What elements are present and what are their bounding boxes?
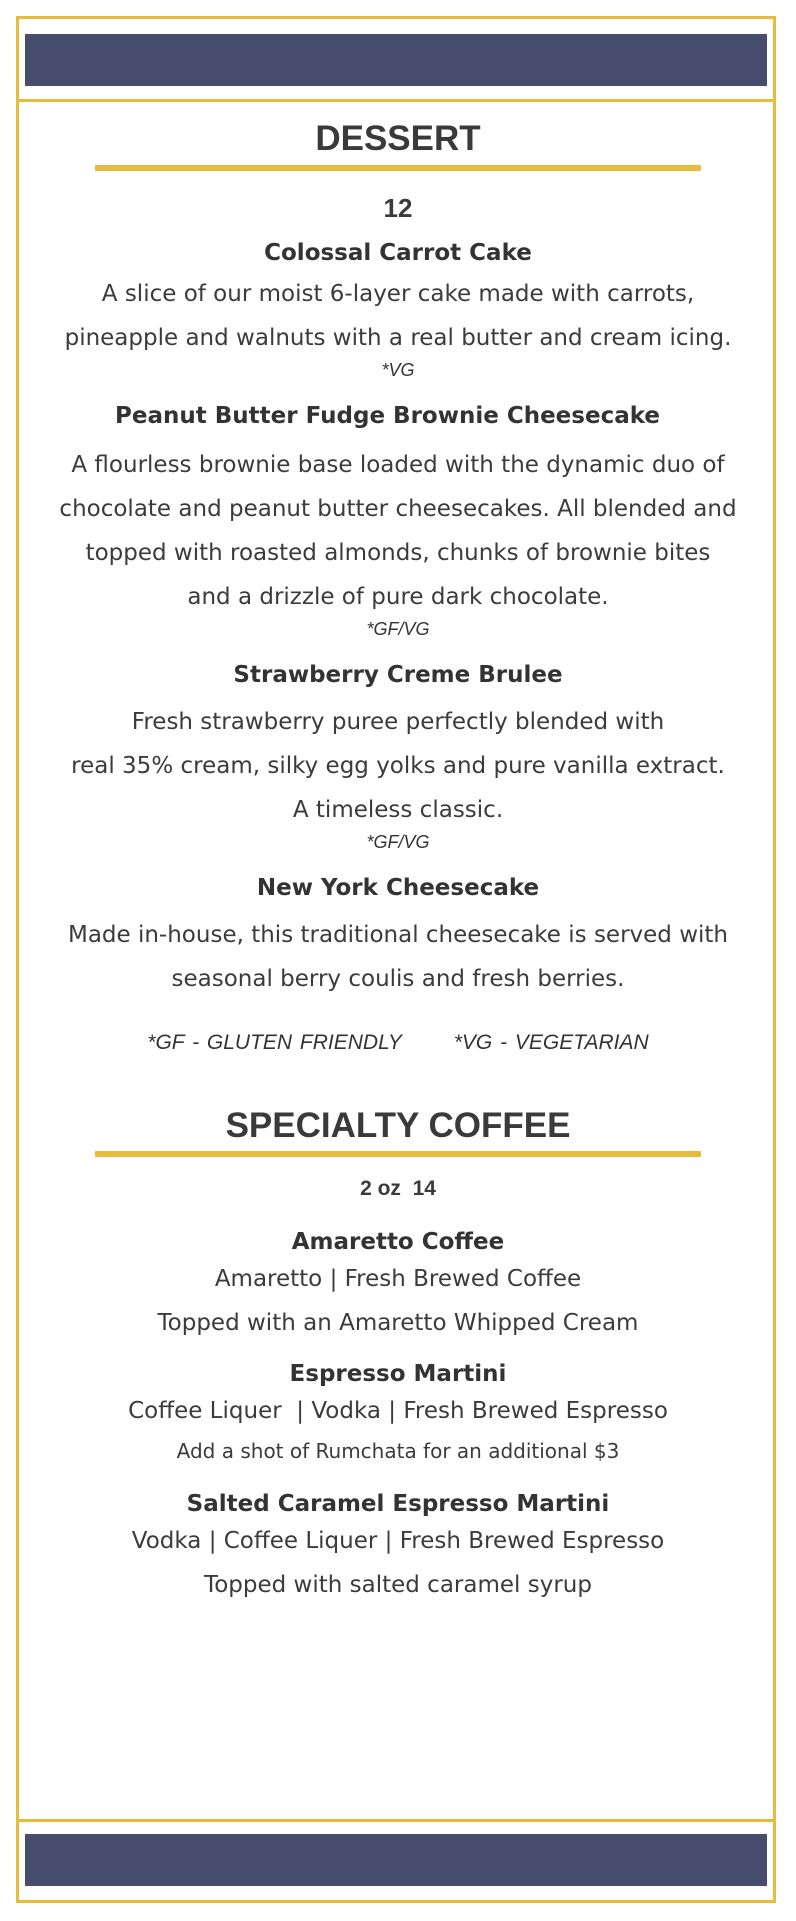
item-dietary-tag: *GF/VG [366,831,430,852]
item-desc-line: topped with roasted almonds, chunks of brownie bites [85,539,711,566]
item-dietary-tag: *GF/VG [366,618,430,639]
dietary-legend [40,1031,756,1055]
dessert-price: 12 [383,192,413,223]
item-name: Peanut Butter Fudge Brownie Cheesecake [115,402,661,429]
dessert-title-underline [95,165,701,171]
header-band [25,34,767,86]
menu-item-espresso-martini [40,1361,756,1469]
item-name: Strawberry Creme Brulee [233,661,563,688]
item-ingredients: Amaretto | Fresh Brewed Coffee [214,1266,582,1292]
item-desc-line: and a drizzle of pure dark chocolate. [187,583,609,610]
dessert-title: DESSERT [315,119,481,158]
item-desc-line: seasonal berry coulis and fresh berries. [171,965,625,992]
item-note: Topped with an Amaretto Whipped Cream [157,1310,639,1336]
item-desc-line: A slice of our moist 6-layer cake made with carrots, [101,280,695,307]
coffee-section [40,1107,756,1608]
item-dietary-tag: *VG [381,359,415,380]
menu-item-salted-caramel-espresso-martini [40,1491,756,1607]
item-desc-line: Made in-house, this traditional cheesecake is served with [67,921,729,948]
item-desc-line: Fresh strawberry puree perfectly blended with [131,708,665,735]
menu-item-strawberry-creme-brulee [40,662,756,853]
item-name: Salted Caramel Espresso Martini [186,1491,610,1517]
item-note: Add a shot of Rumchata for an additional $3 [176,1439,620,1463]
menu-item-peanut-butter-cheesecake [40,403,756,640]
item-name: Espresso Martini [289,1361,507,1387]
item-name: Colossal Carrot Cake [264,239,532,266]
menu-item-carrot-cake [40,240,756,381]
item-desc-line: pineapple and walnuts with a real butter and cream icing. [64,324,732,351]
menu-item-new-york-cheesecake [40,875,756,1001]
menu-content [40,100,756,1607]
legend-vegetarian: *VG - VEGETARIAN [453,1030,649,1054]
item-ingredients: Vodka | Coffee Liquer | Fresh Brewed Espresso [131,1528,665,1554]
coffee-price: 2 oz 14 [360,1177,436,1200]
item-note: Topped with salted caramel syrup [204,1572,592,1598]
legend-gluten-friendly: *GF - GLUTEN FRIENDLY [147,1030,402,1054]
item-name: Amaretto Coffee [291,1229,505,1255]
menu-item-amaretto-coffee [40,1229,756,1345]
item-desc-line: real 35% cream, silky egg yolks and pure vanilla extract. [71,752,725,779]
footer-rule [19,1819,773,1822]
item-ingredients: Coffee Liquer | Vodka | Fresh Brewed Espresso [128,1398,668,1424]
dessert-section [40,120,756,1055]
item-desc-line: A timeless classic. [292,796,504,823]
item-desc-line: chocolate and peanut butter cheesecakes. All blended and [59,495,737,522]
footer-band [25,1834,767,1886]
coffee-title-underline [95,1151,701,1157]
item-desc-line: A flourless brownie base loaded with the dynamic duo of [71,451,725,478]
coffee-title: SPECIALTY COFFEE [225,1105,571,1145]
item-name: New York Cheesecake [256,874,540,901]
